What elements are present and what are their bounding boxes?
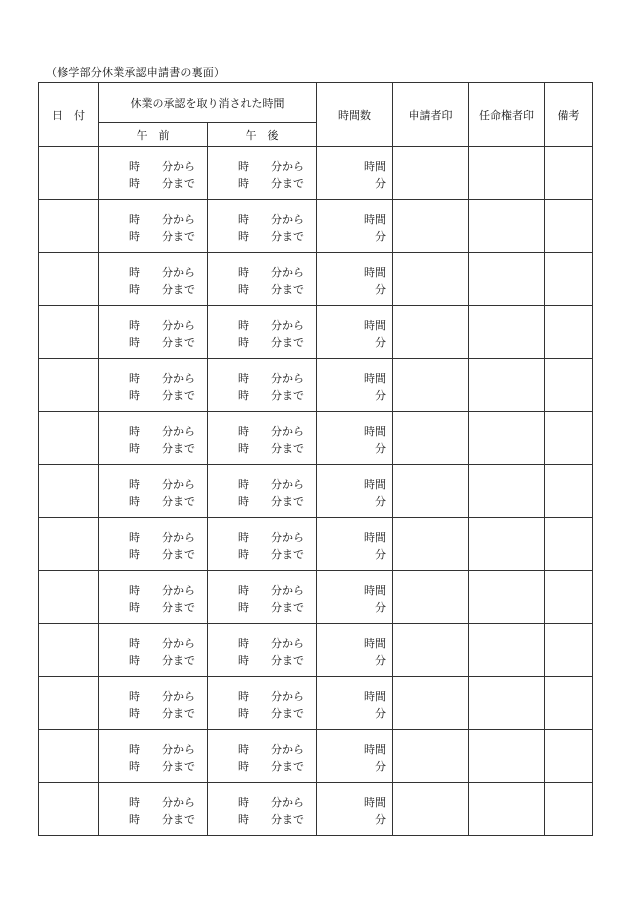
date-cell[interactable]	[39, 518, 99, 571]
am-end-minute-label: 分まで	[162, 707, 195, 720]
am-start-hour-label: 時	[129, 637, 140, 650]
table-row	[39, 306, 593, 359]
am-start-minute-label: 分から	[162, 372, 195, 385]
pm-start-hour-label: 時	[238, 690, 249, 703]
am-end-minute-label: 分まで	[162, 654, 195, 667]
date-cell[interactable]	[39, 571, 99, 624]
pm-end-minute-label: 分まで	[271, 760, 304, 773]
hours-unit-label: 時間	[364, 690, 386, 703]
pm-start-hour-label: 時	[238, 796, 249, 809]
pm-end-minute-label: 分まで	[271, 813, 304, 826]
pm-start-minute-label: 分から	[271, 796, 304, 809]
applicant-seal-cell[interactable]	[393, 200, 469, 253]
applicant-seal-cell[interactable]	[393, 783, 469, 836]
remarks-cell[interactable]	[545, 359, 593, 412]
date-cell[interactable]	[39, 253, 99, 306]
pm-start-minute-label: 分から	[271, 425, 304, 438]
am-time-cell	[99, 624, 208, 677]
am-start-minute-label: 分から	[162, 319, 195, 332]
pm-start-hour-label: 時	[238, 637, 249, 650]
date-cell[interactable]	[39, 730, 99, 783]
pm-start-hour-label: 時	[238, 266, 249, 279]
am-end-hour-label: 時	[129, 283, 140, 296]
am-time-cell	[99, 518, 208, 571]
am-start-minute-label: 分から	[162, 796, 195, 809]
am-start-minute-label: 分から	[162, 425, 195, 438]
remarks-cell[interactable]	[545, 306, 593, 359]
remarks-cell[interactable]	[545, 200, 593, 253]
minutes-unit-label: 分	[375, 177, 386, 190]
am-end-minute-label: 分まで	[162, 813, 195, 826]
hours-cell	[317, 624, 393, 677]
am-end-hour-label: 時	[129, 707, 140, 720]
authority-seal-cell[interactable]	[469, 518, 545, 571]
table-row	[39, 200, 593, 253]
pm-start-minute-label: 分から	[271, 637, 304, 650]
am-end-hour-label: 時	[129, 601, 140, 614]
pm-time-cell	[208, 306, 317, 359]
am-end-hour-label: 時	[129, 230, 140, 243]
am-start-minute-label: 分から	[162, 690, 195, 703]
pm-end-hour-label: 時	[238, 760, 249, 773]
hours-unit-label: 時間	[364, 531, 386, 544]
hours-cell	[317, 253, 393, 306]
pm-start-minute-label: 分から	[271, 743, 304, 756]
pm-end-hour-label: 時	[238, 813, 249, 826]
hours-unit-label: 時間	[364, 584, 386, 597]
authority-seal-cell[interactable]	[469, 412, 545, 465]
table-row	[39, 147, 593, 200]
date-cell[interactable]	[39, 412, 99, 465]
minutes-unit-label: 分	[375, 442, 386, 455]
remarks-cell[interactable]	[545, 730, 593, 783]
pm-end-hour-label: 時	[238, 389, 249, 402]
remarks-cell[interactable]	[545, 624, 593, 677]
pm-start-hour-label: 時	[238, 531, 249, 544]
form-caption: （修学部分休業承認申請書の裏面）	[46, 66, 226, 79]
am-start-hour-label: 時	[129, 372, 140, 385]
pm-time-cell	[208, 359, 317, 412]
authority-seal-cell[interactable]	[469, 253, 545, 306]
applicant-seal-cell[interactable]	[393, 730, 469, 783]
am-start-minute-label: 分から	[162, 743, 195, 756]
table-row	[39, 465, 593, 518]
authority-seal-cell[interactable]	[469, 677, 545, 730]
header-applicant-seal: 申請者印	[393, 83, 469, 147]
remarks-cell[interactable]	[545, 571, 593, 624]
am-time-cell	[99, 571, 208, 624]
pm-time-cell	[208, 147, 317, 200]
authority-seal-cell[interactable]	[469, 147, 545, 200]
minutes-unit-label: 分	[375, 548, 386, 561]
am-end-minute-label: 分まで	[162, 442, 195, 455]
pm-time-cell	[208, 412, 317, 465]
pm-end-hour-label: 時	[238, 654, 249, 667]
hours-cell	[317, 571, 393, 624]
am-end-hour-label: 時	[129, 813, 140, 826]
date-cell[interactable]	[39, 359, 99, 412]
am-end-hour-label: 時	[129, 177, 140, 190]
am-start-minute-label: 分から	[162, 584, 195, 597]
leave-cancellation-table	[38, 82, 593, 836]
pm-time-cell	[208, 730, 317, 783]
remarks-cell[interactable]	[545, 412, 593, 465]
pm-end-minute-label: 分まで	[271, 654, 304, 667]
am-start-hour-label: 時	[129, 160, 140, 173]
pm-end-hour-label: 時	[238, 442, 249, 455]
pm-end-minute-label: 分まで	[271, 442, 304, 455]
table-row	[39, 518, 593, 571]
pm-end-minute-label: 分まで	[271, 389, 304, 402]
am-time-cell	[99, 412, 208, 465]
am-end-minute-label: 分まで	[162, 601, 195, 614]
am-end-minute-label: 分まで	[162, 495, 195, 508]
remarks-cell[interactable]	[545, 677, 593, 730]
am-start-hour-label: 時	[129, 584, 140, 597]
date-cell[interactable]	[39, 624, 99, 677]
table-row	[39, 783, 593, 836]
date-cell[interactable]	[39, 783, 99, 836]
date-cell[interactable]	[39, 677, 99, 730]
applicant-seal-cell[interactable]	[393, 518, 469, 571]
am-start-minute-label: 分から	[162, 637, 195, 650]
pm-time-cell	[208, 200, 317, 253]
header-remarks: 備考	[545, 83, 593, 147]
applicant-seal-cell[interactable]	[393, 359, 469, 412]
authority-seal-cell[interactable]	[469, 359, 545, 412]
hours-unit-label: 時間	[364, 743, 386, 756]
am-time-cell	[99, 783, 208, 836]
pm-start-hour-label: 時	[238, 743, 249, 756]
hours-unit-label: 時間	[364, 266, 386, 279]
am-end-minute-label: 分まで	[162, 336, 195, 349]
applicant-seal-cell[interactable]	[393, 412, 469, 465]
am-end-minute-label: 分まで	[162, 760, 195, 773]
hours-cell	[317, 783, 393, 836]
hours-cell	[317, 730, 393, 783]
pm-start-hour-label: 時	[238, 372, 249, 385]
pm-end-hour-label: 時	[238, 548, 249, 561]
am-start-hour-label: 時	[129, 743, 140, 756]
hours-cell	[317, 306, 393, 359]
table-row	[39, 571, 593, 624]
applicant-seal-cell[interactable]	[393, 677, 469, 730]
minutes-unit-label: 分	[375, 760, 386, 773]
pm-start-minute-label: 分から	[271, 266, 304, 279]
pm-end-hour-label: 時	[238, 177, 249, 190]
am-time-cell	[99, 730, 208, 783]
pm-time-cell	[208, 571, 317, 624]
remarks-cell[interactable]	[545, 783, 593, 836]
am-start-hour-label: 時	[129, 425, 140, 438]
minutes-unit-label: 分	[375, 283, 386, 296]
pm-time-cell	[208, 518, 317, 571]
hours-cell	[317, 200, 393, 253]
pm-end-minute-label: 分まで	[271, 707, 304, 720]
date-cell[interactable]	[39, 465, 99, 518]
hours-unit-label: 時間	[364, 372, 386, 385]
minutes-unit-label: 分	[375, 230, 386, 243]
pm-time-cell	[208, 677, 317, 730]
minutes-unit-label: 分	[375, 707, 386, 720]
hours-unit-label: 時間	[364, 637, 386, 650]
applicant-seal-cell[interactable]	[393, 571, 469, 624]
applicant-seal-cell[interactable]	[393, 465, 469, 518]
pm-start-minute-label: 分から	[271, 478, 304, 491]
am-time-cell	[99, 306, 208, 359]
am-time-cell	[99, 200, 208, 253]
pm-end-hour-label: 時	[238, 230, 249, 243]
pm-time-cell	[208, 783, 317, 836]
am-start-hour-label: 時	[129, 531, 140, 544]
applicant-seal-cell[interactable]	[393, 624, 469, 677]
minutes-unit-label: 分	[375, 601, 386, 614]
pm-time-cell	[208, 253, 317, 306]
am-time-cell	[99, 359, 208, 412]
am-end-hour-label: 時	[129, 495, 140, 508]
am-time-cell	[99, 465, 208, 518]
am-end-hour-label: 時	[129, 336, 140, 349]
hours-unit-label: 時間	[364, 796, 386, 809]
authority-seal-cell[interactable]	[469, 783, 545, 836]
applicant-seal-cell[interactable]	[393, 253, 469, 306]
authority-seal-cell[interactable]	[469, 571, 545, 624]
am-end-minute-label: 分まで	[162, 389, 195, 402]
header-pm: 午 後	[208, 123, 317, 147]
pm-start-hour-label: 時	[238, 478, 249, 491]
remarks-cell[interactable]	[545, 253, 593, 306]
am-time-cell	[99, 677, 208, 730]
header-cancelled-time: 休業の承認を取り消された時間	[99, 83, 317, 123]
header-authority-seal: 任命権者印	[469, 83, 545, 147]
applicant-seal-cell[interactable]	[393, 306, 469, 359]
pm-start-minute-label: 分から	[271, 319, 304, 332]
am-end-hour-label: 時	[129, 760, 140, 773]
pm-start-minute-label: 分から	[271, 213, 304, 226]
hours-cell	[317, 412, 393, 465]
pm-start-minute-label: 分から	[271, 372, 304, 385]
table-row	[39, 412, 593, 465]
pm-end-minute-label: 分まで	[271, 283, 304, 296]
pm-end-minute-label: 分まで	[271, 336, 304, 349]
am-time-cell	[99, 253, 208, 306]
pm-start-hour-label: 時	[238, 160, 249, 173]
am-start-hour-label: 時	[129, 319, 140, 332]
table-row	[39, 730, 593, 783]
am-end-hour-label: 時	[129, 548, 140, 561]
pm-start-minute-label: 分から	[271, 531, 304, 544]
pm-end-minute-label: 分まで	[271, 548, 304, 561]
authority-seal-cell[interactable]	[469, 306, 545, 359]
hours-cell	[317, 465, 393, 518]
header-hours: 時間数	[317, 83, 393, 147]
am-start-hour-label: 時	[129, 796, 140, 809]
minutes-unit-label: 分	[375, 336, 386, 349]
am-end-hour-label: 時	[129, 654, 140, 667]
remarks-cell[interactable]	[545, 518, 593, 571]
hours-cell	[317, 147, 393, 200]
pm-start-hour-label: 時	[238, 213, 249, 226]
am-end-hour-label: 時	[129, 442, 140, 455]
remarks-cell[interactable]	[545, 465, 593, 518]
pm-end-hour-label: 時	[238, 707, 249, 720]
hours-unit-label: 時間	[364, 478, 386, 491]
pm-start-minute-label: 分から	[271, 584, 304, 597]
minutes-unit-label: 分	[375, 813, 386, 826]
pm-end-minute-label: 分まで	[271, 495, 304, 508]
hours-unit-label: 時間	[364, 213, 386, 226]
am-start-minute-label: 分から	[162, 478, 195, 491]
pm-end-minute-label: 分まで	[271, 601, 304, 614]
authority-seal-cell[interactable]	[469, 200, 545, 253]
header-am: 午 前	[99, 123, 208, 147]
pm-start-minute-label: 分から	[271, 690, 304, 703]
date-cell[interactable]	[39, 200, 99, 253]
am-start-minute-label: 分から	[162, 213, 195, 226]
am-end-minute-label: 分まで	[162, 548, 195, 561]
table-row	[39, 677, 593, 730]
am-start-minute-label: 分から	[162, 160, 195, 173]
am-start-hour-label: 時	[129, 213, 140, 226]
am-end-minute-label: 分まで	[162, 177, 195, 190]
hours-cell	[317, 518, 393, 571]
minutes-unit-label: 分	[375, 654, 386, 667]
pm-end-hour-label: 時	[238, 495, 249, 508]
header-date: 日 付	[39, 83, 99, 147]
pm-end-hour-label: 時	[238, 336, 249, 349]
authority-seal-cell[interactable]	[469, 730, 545, 783]
hours-cell	[317, 359, 393, 412]
pm-start-hour-label: 時	[238, 425, 249, 438]
authority-seal-cell[interactable]	[469, 465, 545, 518]
pm-end-hour-label: 時	[238, 601, 249, 614]
minutes-unit-label: 分	[375, 389, 386, 402]
pm-end-minute-label: 分まで	[271, 177, 304, 190]
pm-end-hour-label: 時	[238, 283, 249, 296]
hours-unit-label: 時間	[364, 425, 386, 438]
am-start-hour-label: 時	[129, 478, 140, 491]
table-row	[39, 624, 593, 677]
pm-start-hour-label: 時	[238, 584, 249, 597]
pm-time-cell	[208, 624, 317, 677]
pm-start-minute-label: 分から	[271, 160, 304, 173]
table-row	[39, 253, 593, 306]
am-start-minute-label: 分から	[162, 266, 195, 279]
am-start-hour-label: 時	[129, 266, 140, 279]
am-time-cell	[99, 147, 208, 200]
date-cell[interactable]	[39, 147, 99, 200]
am-start-minute-label: 分から	[162, 531, 195, 544]
hours-unit-label: 時間	[364, 160, 386, 173]
table-row	[39, 359, 593, 412]
authority-seal-cell[interactable]	[469, 624, 545, 677]
remarks-cell[interactable]	[545, 147, 593, 200]
am-end-minute-label: 分まで	[162, 283, 195, 296]
applicant-seal-cell[interactable]	[393, 147, 469, 200]
pm-end-minute-label: 分まで	[271, 230, 304, 243]
am-end-minute-label: 分まで	[162, 230, 195, 243]
am-end-hour-label: 時	[129, 389, 140, 402]
hours-unit-label: 時間	[364, 319, 386, 332]
am-start-hour-label: 時	[129, 690, 140, 703]
minutes-unit-label: 分	[375, 495, 386, 508]
pm-time-cell	[208, 465, 317, 518]
pm-start-hour-label: 時	[238, 319, 249, 332]
date-cell[interactable]	[39, 306, 99, 359]
hours-cell	[317, 677, 393, 730]
